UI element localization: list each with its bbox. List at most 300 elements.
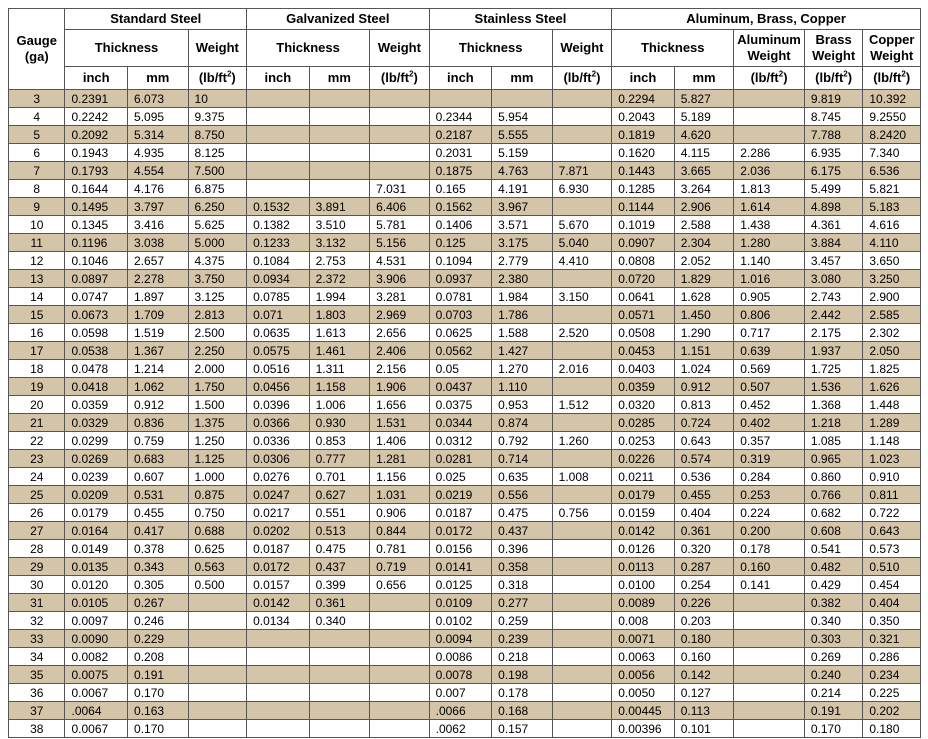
- table-cell: 0.160: [674, 648, 734, 666]
- table-cell: 1.500: [188, 396, 247, 414]
- table-row: [9, 306, 921, 324]
- table-cell: 9.819: [804, 90, 863, 108]
- table-cell: 0.813: [674, 396, 734, 414]
- table-cell: 0.656: [370, 576, 430, 594]
- table-cell: 1.406: [370, 432, 430, 450]
- gauge-cell: 24: [9, 468, 65, 486]
- table-cell: 0.404: [674, 504, 734, 522]
- table-cell: 1.375: [188, 414, 247, 432]
- table-cell: [247, 144, 310, 162]
- table-cell: 0.0575: [247, 342, 310, 360]
- table-cell: 0.05: [429, 360, 492, 378]
- table-cell: 1.024: [674, 360, 734, 378]
- table-cell: 1.368: [804, 396, 863, 414]
- table-cell: [188, 594, 247, 612]
- table-cell: 0.229: [128, 630, 189, 648]
- table-row: [9, 324, 921, 342]
- table-cell: 0.500: [188, 576, 247, 594]
- table-cell: 0.2092: [65, 126, 128, 144]
- table-cell: 5.040: [552, 234, 612, 252]
- table-cell: [552, 684, 612, 702]
- table-cell: 0.396: [492, 540, 553, 558]
- table-cell: [188, 684, 247, 702]
- gauge-cell: 29: [9, 558, 65, 576]
- table-cell: 0.910: [863, 468, 921, 486]
- galvanized-steel-header: Galvanized Steel: [247, 9, 430, 30]
- gauge-cell: 5: [9, 126, 65, 144]
- table-cell: [370, 720, 430, 738]
- aluminum-brass-copper-header: Aluminum, Brass, Copper: [612, 9, 921, 30]
- table-row: [9, 234, 921, 252]
- mm-unit-header: mm: [309, 67, 370, 90]
- table-cell: 0.0187: [429, 504, 492, 522]
- table-cell: 0.0276: [247, 468, 310, 486]
- table-cell: 0.953: [492, 396, 553, 414]
- table-cell: 0.1382: [247, 216, 310, 234]
- table-cell: 0.1144: [612, 198, 675, 216]
- table-cell: 1.289: [863, 414, 921, 432]
- table-row: [9, 108, 921, 126]
- table-cell: 3.416: [128, 216, 189, 234]
- table-cell: 1.994: [309, 288, 370, 306]
- table-cell: 0.0562: [429, 342, 492, 360]
- table-cell: 3.080: [804, 270, 863, 288]
- table-cell: 0.191: [128, 666, 189, 684]
- table-cell: 5.954: [492, 108, 553, 126]
- gauge-cell: 31: [9, 594, 65, 612]
- table-cell: 0.208: [128, 648, 189, 666]
- table-cell: 0.0102: [429, 612, 492, 630]
- table-cell: 0.0747: [65, 288, 128, 306]
- table-row: [9, 450, 921, 468]
- table-cell: 0.1495: [65, 198, 128, 216]
- table-cell: 0.0281: [429, 450, 492, 468]
- table-cell: 0.0179: [612, 486, 675, 504]
- inch-unit-header: inch: [429, 67, 492, 90]
- table-cell: [370, 684, 430, 702]
- table-cell: 0.0306: [247, 450, 310, 468]
- table-cell: 2.036: [734, 162, 805, 180]
- table-cell: 0.2242: [65, 108, 128, 126]
- table-cell: 0.0126: [612, 540, 675, 558]
- gauge-cell: 38: [9, 720, 65, 738]
- table-cell: 0.806: [734, 306, 805, 324]
- table-cell: 0.639: [734, 342, 805, 360]
- table-cell: [552, 342, 612, 360]
- table-cell: 0.0209: [65, 486, 128, 504]
- table-cell: 2.050: [863, 342, 921, 360]
- table-cell: 2.016: [552, 360, 612, 378]
- table-cell: 1.214: [128, 360, 189, 378]
- table-row: [9, 558, 921, 576]
- inch-unit-header: inch: [612, 67, 675, 90]
- table-cell: 0.239: [492, 630, 553, 648]
- table-row: [9, 198, 921, 216]
- table-row: [9, 360, 921, 378]
- table-cell: 0.569: [734, 360, 805, 378]
- table-cell: 0.0538: [65, 342, 128, 360]
- table-cell: 3.132: [309, 234, 370, 252]
- standard-steel-header: Standard Steel: [65, 9, 247, 30]
- table-cell: 0.0571: [612, 306, 675, 324]
- table-cell: 0.1562: [429, 198, 492, 216]
- table-cell: 0.0134: [247, 612, 310, 630]
- table-cell: 0.0202: [247, 522, 310, 540]
- table-cell: 6.536: [863, 162, 921, 180]
- table-cell: 2.052: [674, 252, 734, 270]
- table-cell: 1.588: [492, 324, 553, 342]
- table-cell: 3.264: [674, 180, 734, 198]
- table-cell: 0.455: [128, 504, 189, 522]
- table-cell: 2.406: [370, 342, 430, 360]
- table-cell: 0.269: [804, 648, 863, 666]
- table-cell: 0.844: [370, 522, 430, 540]
- table-cell: 0.165: [429, 180, 492, 198]
- table-cell: 2.302: [863, 324, 921, 342]
- table-cell: [552, 702, 612, 720]
- table-cell: [309, 90, 370, 108]
- table-cell: 1.156: [370, 468, 430, 486]
- table-row: [9, 270, 921, 288]
- table-cell: 1.813: [734, 180, 805, 198]
- table-cell: [370, 702, 430, 720]
- gauge-cell: 15: [9, 306, 65, 324]
- table-cell: 8.2420: [863, 126, 921, 144]
- table-cell: [552, 450, 612, 468]
- thickness-header: Thickness: [247, 30, 370, 67]
- table-cell: 8.125: [188, 144, 247, 162]
- table-cell: 0.1819: [612, 126, 675, 144]
- table-cell: 0.2294: [612, 90, 675, 108]
- table-cell: 0.777: [309, 450, 370, 468]
- table-cell: 0.717: [734, 324, 805, 342]
- table-cell: [734, 108, 805, 126]
- table-cell: [309, 630, 370, 648]
- table-cell: 5.183: [863, 198, 921, 216]
- gauge-cell: 26: [9, 504, 65, 522]
- table-cell: 0.0219: [429, 486, 492, 504]
- table-cell: [309, 144, 370, 162]
- table-cell: 0.1345: [65, 216, 128, 234]
- table-cell: 0.912: [128, 396, 189, 414]
- table-cell: 0.0437: [429, 378, 492, 396]
- table-cell: 0.0320: [612, 396, 675, 414]
- gauge-cell: 4: [9, 108, 65, 126]
- table-cell: 0.531: [128, 486, 189, 504]
- table-cell: 2.969: [370, 306, 430, 324]
- gauge-cell: 3: [9, 90, 65, 108]
- table-cell: 0.226: [674, 594, 734, 612]
- weight-header: Weight: [370, 30, 430, 67]
- table-cell: 0.682: [804, 504, 863, 522]
- table-cell: 0.0187: [247, 540, 310, 558]
- table-cell: 0.756: [552, 504, 612, 522]
- table-cell: 0.792: [492, 432, 553, 450]
- table-cell: 0.259: [492, 612, 553, 630]
- table-cell: [188, 612, 247, 630]
- table-cell: 0.0934: [247, 270, 310, 288]
- thickness-header: Thickness: [429, 30, 552, 67]
- table-cell: 0.0598: [65, 324, 128, 342]
- table-cell: [370, 108, 430, 126]
- table-cell: 0.574: [674, 450, 734, 468]
- table-row: [9, 612, 921, 630]
- table-cell: 3.125: [188, 288, 247, 306]
- table-cell: 0.635: [492, 468, 553, 486]
- table-cell: 0.00445: [612, 702, 675, 720]
- table-cell: [734, 90, 805, 108]
- table-cell: 0.240: [804, 666, 863, 684]
- table-cell: 2.286: [734, 144, 805, 162]
- table-cell: 0.0149: [65, 540, 128, 558]
- table-cell: [370, 630, 430, 648]
- table-cell: 0.905: [734, 288, 805, 306]
- table-cell: 1.825: [863, 360, 921, 378]
- table-cell: 0.0067: [65, 684, 128, 702]
- table-cell: 2.520: [552, 324, 612, 342]
- table-cell: .0064: [65, 702, 128, 720]
- table-cell: 6.175: [804, 162, 863, 180]
- gauge-cell: 34: [9, 648, 65, 666]
- table-cell: 4.191: [492, 180, 553, 198]
- table-cell: 5.189: [674, 108, 734, 126]
- table-cell: [552, 126, 612, 144]
- table-cell: 2.156: [370, 360, 430, 378]
- table-cell: 0.0217: [247, 504, 310, 522]
- table-cell: 0.811: [863, 486, 921, 504]
- table-row: [9, 162, 921, 180]
- table-cell: 2.779: [492, 252, 553, 270]
- table-cell: 0.157: [492, 720, 553, 738]
- table-cell: 0.1196: [65, 234, 128, 252]
- table-cell: 0.0172: [429, 522, 492, 540]
- table-cell: 2.656: [370, 324, 430, 342]
- table-cell: 4.531: [370, 252, 430, 270]
- gauge-cell: 12: [9, 252, 65, 270]
- table-cell: 0.475: [309, 540, 370, 558]
- table-cell: 1.016: [734, 270, 805, 288]
- table-cell: [552, 630, 612, 648]
- table-cell: [247, 162, 310, 180]
- table-cell: [370, 144, 430, 162]
- table-cell: 0.0785: [247, 288, 310, 306]
- table-cell: 4.620: [674, 126, 734, 144]
- table-cell: [247, 702, 310, 720]
- table-cell: 2.278: [128, 270, 189, 288]
- weight-unit-header: $(lb/ft^2)$: [370, 67, 430, 90]
- table-cell: 0.0109: [429, 594, 492, 612]
- gauge-cell: 16: [9, 324, 65, 342]
- table-cell: 0.287: [674, 558, 734, 576]
- table-cell: [188, 720, 247, 738]
- brass-weight-header: Brass Weight: [804, 30, 863, 67]
- table-cell: 0.475: [492, 504, 553, 522]
- table-cell: .0066: [429, 702, 492, 720]
- table-cell: 0.437: [492, 522, 553, 540]
- table-cell: [734, 594, 805, 612]
- table-cell: 0.1620: [612, 144, 675, 162]
- table-cell: [309, 648, 370, 666]
- table-cell: 0.178: [734, 540, 805, 558]
- table-row: [9, 432, 921, 450]
- table-cell: 1.158: [309, 378, 370, 396]
- table-cell: 0.510: [863, 558, 921, 576]
- table-cell: 1.110: [492, 378, 553, 396]
- gauge-cell: 8: [9, 180, 65, 198]
- table-cell: [552, 414, 612, 432]
- table-cell: 0.930: [309, 414, 370, 432]
- gauge-cell: 10: [9, 216, 65, 234]
- table-cell: 1.512: [552, 396, 612, 414]
- table-cell: 0.536: [674, 468, 734, 486]
- table-cell: 3.891: [309, 198, 370, 216]
- table-cell: [309, 720, 370, 738]
- table-cell: 0.202: [863, 702, 921, 720]
- gauge-cell: 37: [9, 702, 65, 720]
- table-cell: 3.665: [674, 162, 734, 180]
- table-cell: [552, 612, 612, 630]
- table-cell: 0.853: [309, 432, 370, 450]
- table-cell: 2.743: [804, 288, 863, 306]
- table-row: [9, 666, 921, 684]
- table-cell: 7.500: [188, 162, 247, 180]
- table-cell: 0.714: [492, 450, 553, 468]
- table-cell: 0.781: [370, 540, 430, 558]
- table-cell: 0.0937: [429, 270, 492, 288]
- table-cell: 4.410: [552, 252, 612, 270]
- table-cell: 3.884: [804, 234, 863, 252]
- sheet-metal-gauge-table: [8, 8, 921, 738]
- weight-unit-header: $(lb/ft^2)$: [804, 67, 863, 90]
- table-cell: 0.350: [863, 612, 921, 630]
- table-row: [9, 216, 921, 234]
- table-cell: 0.0516: [247, 360, 310, 378]
- table-cell: 0.321: [863, 630, 921, 648]
- table-cell: 0.643: [674, 432, 734, 450]
- table-cell: 0.178: [492, 684, 553, 702]
- table-cell: 0.2043: [612, 108, 675, 126]
- table-cell: 3.797: [128, 198, 189, 216]
- table-cell: 1.062: [128, 378, 189, 396]
- table-cell: 2.585: [863, 306, 921, 324]
- table-cell: 4.110: [863, 234, 921, 252]
- table-cell: 8.745: [804, 108, 863, 126]
- table-cell: 0.688: [188, 522, 247, 540]
- table-cell: 1.656: [370, 396, 430, 414]
- table-cell: 3.250: [863, 270, 921, 288]
- table-cell: 4.898: [804, 198, 863, 216]
- table-cell: 0.1793: [65, 162, 128, 180]
- table-cell: 5.827: [674, 90, 734, 108]
- table-cell: 0.0239: [65, 468, 128, 486]
- table-cell: 5.159: [492, 144, 553, 162]
- table-cell: 0.0094: [429, 630, 492, 648]
- table-cell: 0.437: [309, 558, 370, 576]
- table-cell: 1.614: [734, 198, 805, 216]
- table-cell: 0.1046: [65, 252, 128, 270]
- gauge-cell: 20: [9, 396, 65, 414]
- table-cell: 0.303: [804, 630, 863, 648]
- table-cell: 4.176: [128, 180, 189, 198]
- table-row: [9, 540, 921, 558]
- table-cell: 1.148: [863, 432, 921, 450]
- table-cell: 4.554: [128, 162, 189, 180]
- table-cell: [552, 576, 612, 594]
- table-row: [9, 144, 921, 162]
- table-cell: [552, 540, 612, 558]
- table-row: [9, 594, 921, 612]
- table-cell: 0.0097: [65, 612, 128, 630]
- table-cell: 0.0105: [65, 594, 128, 612]
- table-cell: 0.0808: [612, 252, 675, 270]
- table-cell: 0.007: [429, 684, 492, 702]
- table-cell: 1.461: [309, 342, 370, 360]
- table-cell: [247, 90, 310, 108]
- table-cell: 0.2344: [429, 108, 492, 126]
- table-row: [9, 342, 921, 360]
- table-cell: 0.912: [674, 378, 734, 396]
- table-cell: 0.0366: [247, 414, 310, 432]
- table-cell: [552, 108, 612, 126]
- table-cell: 1.709: [128, 306, 189, 324]
- mm-unit-header: mm: [128, 67, 189, 90]
- table-cell: 0.1084: [247, 252, 310, 270]
- table-cell: 0.0090: [65, 630, 128, 648]
- table-cell: [429, 90, 492, 108]
- table-cell: 0.0641: [612, 288, 675, 306]
- table-cell: 3.750: [188, 270, 247, 288]
- table-cell: 0.0164: [65, 522, 128, 540]
- table-cell: 5.314: [128, 126, 189, 144]
- table-cell: 0.0396: [247, 396, 310, 414]
- table-row: [9, 630, 921, 648]
- gauge-cell: 33: [9, 630, 65, 648]
- table-row: [9, 252, 921, 270]
- table-row: [9, 684, 921, 702]
- table-cell: 4.375: [188, 252, 247, 270]
- gauge-cell: 30: [9, 576, 65, 594]
- table-cell: 0.340: [309, 612, 370, 630]
- table-cell: 6.935: [804, 144, 863, 162]
- table-cell: 6.073: [128, 90, 189, 108]
- inch-unit-header: inch: [65, 67, 128, 90]
- table-cell: 0.361: [309, 594, 370, 612]
- table-cell: 0.0179: [65, 504, 128, 522]
- table-cell: 2.588: [674, 216, 734, 234]
- table-cell: 1.725: [804, 360, 863, 378]
- gauge-cell: 21: [9, 414, 65, 432]
- table-cell: 0.180: [863, 720, 921, 738]
- table-cell: [734, 684, 805, 702]
- table-cell: 0.0156: [429, 540, 492, 558]
- table-cell: 0.0453: [612, 342, 675, 360]
- table-cell: 5.499: [804, 180, 863, 198]
- table-cell: 0.722: [863, 504, 921, 522]
- table-cell: [552, 270, 612, 288]
- table-cell: 1.536: [804, 378, 863, 396]
- table-cell: 1.290: [674, 324, 734, 342]
- table-cell: [734, 720, 805, 738]
- table-cell: 9.2550: [863, 108, 921, 126]
- table-cell: [309, 162, 370, 180]
- table-cell: 1.000: [188, 468, 247, 486]
- table-cell: 0.965: [804, 450, 863, 468]
- table-cell: [552, 378, 612, 396]
- gauge-cell: 9: [9, 198, 65, 216]
- table-cell: 0.284: [734, 468, 805, 486]
- table-cell: 0.382: [804, 594, 863, 612]
- table-cell: 0.180: [674, 630, 734, 648]
